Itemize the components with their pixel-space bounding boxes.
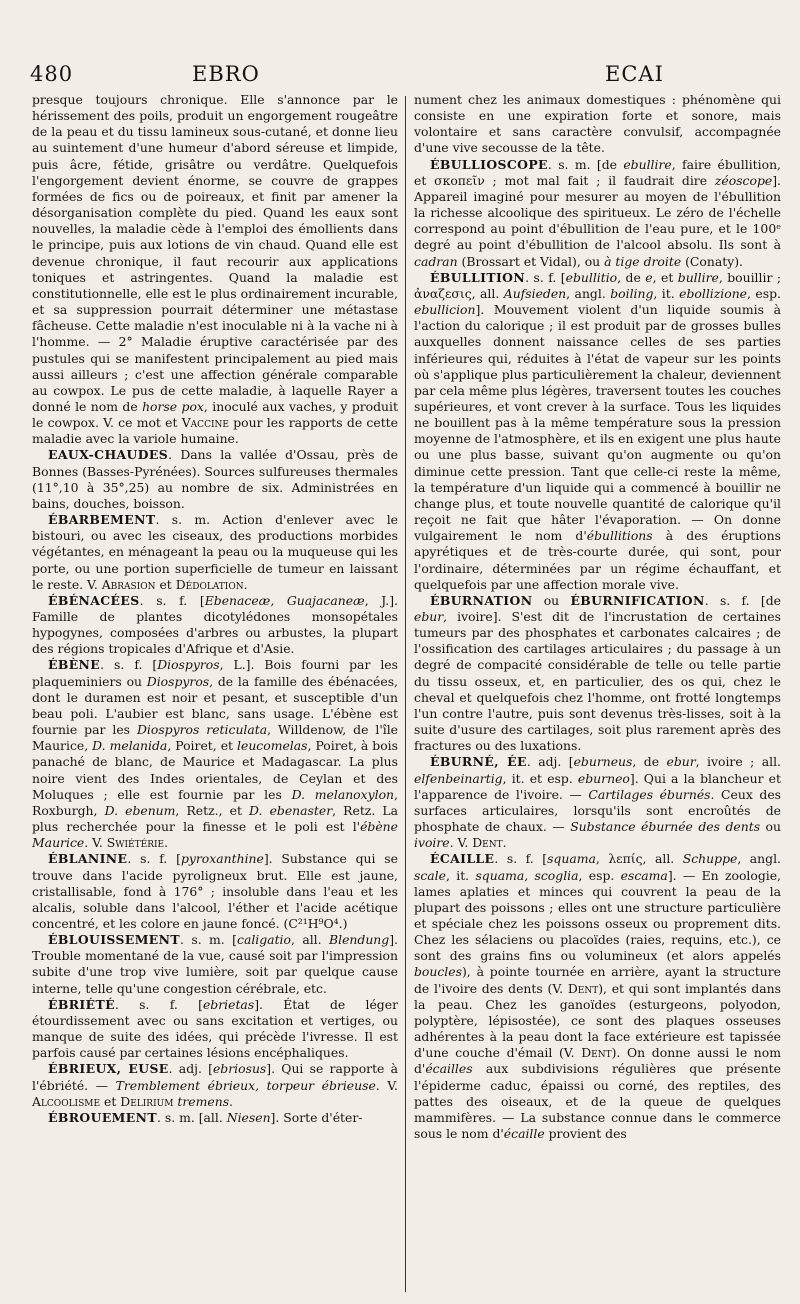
- headword: ÉBROUEMENT: [48, 1109, 157, 1125]
- entry-continuation: presque toujours chronique. Elle s'annonce par le hérissement des poils, produit un engorgement rougeâtre de la peau et du tissu lamineux sous-cutané, et donne lieu au suintement d'une humeur d'abord séreuse et limpide, puis âcre, fétide, grisâtre ou verdâtre. Quelquefois l'engorgement devient énorme, se couvre de grappes formées de fics ou de poireaux, et finit par amener la désorganisation complète du pied. Quand les eaux sont nouvelles, la maladie cède à l'emploi des émollients dans le principe, puis aux lotions de vin chaud. Quand elle est devenue chronique, il faut recourir aux applications toniques et astringentes. Quand la maladie est constitutionnelle, elle est le plus ordinairement incurable, et sa suppression pourrait déterminer une métastase fâcheuse. Cette maladie n'est inoculable ni à la vache ni à l'homme. — 2° Maladie éruptive caractérisée par des pustules qui se manifestent principalement au pied mais aussi ailleurs ; c'est une affection générale comparable au cowpox. Le pus de cette maladie, à laquelle Rayer a donné le nom de horse pox, inoculé aux vaches, y produit le cowpox. V. ce mot et Vaccine pour les rapports de cette maladie avec la variole humaine.: [32, 92, 398, 447]
- entry-ebriete: ÉBRIÉTÉ. s. f. [ebrietas]. État de léger étourdissement avec ou sans excitation et vertiges, ou manque de suite des idées, qui précède l'ivresse. Il est parfois causé par certaines lésions encéphaliques.: [32, 996, 398, 1061]
- entry-ebenacees: ÉBÉNACÉES. s. f. [Ebenaceæ, Guajacaneæ, J.]. Famille de plantes dicotylédones monsopétales hypogynes, composées d'arbres ou arbustes, la plupart des régions tropicales d'Afrique et d'Asie.: [32, 592, 398, 657]
- headword: ÉCAILLE: [430, 851, 495, 867]
- headword: ÉBULLIOSCOPE: [430, 156, 548, 172]
- running-header: [30, 62, 778, 92]
- headword: EAUX-CHAUDES: [48, 447, 169, 463]
- left-column: [32, 92, 398, 1298]
- header-last-entry: ECAI: [605, 62, 664, 86]
- headword: ÉBURNIFICATION: [570, 592, 705, 608]
- entry-ebrouement: ÉBROUEMENT. s. m. [all. Niesen]. Sorte d'éter-: [48, 1109, 363, 1125]
- entry-ebene: ÉBÈNE. s. f. [Diospyros, L.]. Bois fourni par les plaqueminiers ou Diospyros, de la famille des ébénacées, dont le duramen est noir et pesant, et susceptible d'un beau poli. L'aubier est blanc, sans usage. L'ébène est fournie par les Diospyros reticulata, Willdenow, de l'île Maurice, D. melanida, Poiret, et leucomelas, Poiret, à bois panaché de blanc, de Maurice et Madagascar. La plus noire vient des Indes orientales, de Ceylan et des Moluques ; elle est fournie par les D. melanoxylon, Roxburgh, D. ebenum, Retz., et D. ebenaster, Retz. La plus recherchée pour la finesse et le poli est l'ébène Maurice. V. Swiétérie.: [32, 657, 398, 851]
- column-divider: [405, 96, 406, 1292]
- entry-continuation: nument chez les animaux domestiques : phénomène qui consiste en une expiration forte et sonore, mais volontaire et sans caractère convulsif, accompagnée d'une vive secousse de la tête.: [414, 92, 781, 156]
- entry-ebullioscope: ÉBULLIOSCOPE. s. m. [de ebullire, faire ébullition, et σκοπεῖν ; mot mal fait ; il faudrait dire zéoscope]. Appareil imaginé pour mesurer au moyen de l'ébullition la richesse alcoolique des spiritueux. Le zéro de l'échelle correspond au point d'ébullition de l'eau pure, et le 100ᵉ degré au point d'ébullition de l'alcool absolu. Ils sont à cadran (Brossart et Vidal), ou à tige droite (Conaty).: [414, 156, 781, 269]
- headword: ÉBRIEUX, EUSE: [48, 1061, 169, 1077]
- headword: ÉBÉNACÉES: [48, 592, 140, 608]
- headword: ÉBRIÉTÉ: [48, 996, 115, 1012]
- headword: ÉBULLITION: [430, 269, 526, 285]
- entry-eburne: ÉBURNÉ, ÉE. adj. [eburneus, de ebur, ivoire ; all. elfenbeinartig, it. et esp. eburneo]. Qui a la blancheur et l'apparence de l'ivoire. — Cartilages éburnés. Ceux des surfaces articulaires, lorsqu'ils sont encroûtés de phosphate de chaux. — Substance éburnée des dents ou ivoire. V. Dent.: [414, 754, 781, 851]
- headword: ÉBLANINE: [48, 851, 128, 867]
- header-first-entry: EBRO: [192, 62, 260, 86]
- headword: ÉBURNÉ, ÉE: [430, 754, 527, 770]
- entry-ebullition: ÉBULLITION. s. f. [ebullitio, de e, et bullire, bouillir ; ἀναζεσις, all. Aufsieden, angl. boiling, it. ebollizione, esp. ebullicion]. Mouvement violent d'un liquide soumis à l'action du calorique ; il est produit par de grosses bulles auxquelles donnent naissance celles de ses parties inférieures qui, réduites à l'état de vapeur sur les points où s'applique plus particulièrement la chaleur, deviennent par cela même plus légères, traversent toutes les couches supérieures, et vont crever à la surface. Tous les liquides ne bouillent pas à la même température sous la pression moyenne de l'atmosphère, et ils en exigent une plus haute ou une plus basse, suivant qu'on augmente ou qu'on diminue cette pression. Tant que celle-ci reste la même, la température d'un liquide qui a commencé à bouillir ne change plus, et toute nouvelle quantité de calorique qu'il reçoit ne fait que hâter l'évaporation. — On donne vulgairement le nom d'ébullitions à des éruptions apyrétiques et de très-courte durée, qui sont, pour l'ordinaire, déterminées par un régime échauffant, et quelquefois par une affection morale vive.: [414, 269, 781, 592]
- entry-ecaille: ÉCAILLE. s. f. [squama, λεπίς, all. Schuppe, angl. scale, it. squama, scoglia, esp. escama]. — En zoologie, lames aplaties et minces qui couvrent la peau de la plupart des poissons ; elles ont une structure particulière et spéciale chez les poissons osseux ou proprement dits. Chez les sélaciens ou placoïdes (raies, requins, etc.), ce sont des grains fins ou volumineux (et alors appelés boucles), à pointe tournée en arrière, ayant la structure de l'ivoire des dents (V. Dent), et qui sont implantés dans la peau. Chez les ganoïdes (esturgeons, polyodon, polyptère, lépisostée), ce sont des plaques osseuses adhérentes à la peau dont la face extérieure est tapissée d'une couche d'émail (V. Dent). On donne aussi le nom d'écailles aux subdivisions régulières que présente l'épiderme caduc, épaissi ou corné, des reptiles, des pattes des oiseaux, et de la queue de quelques mammifères. — La substance connue dans le commerce sous le nom d'écaille provient des: [414, 851, 781, 1141]
- entry-eblanine: ÉBLANINE. s. f. [pyroxanthine]. Substance qui se trouve dans l'acide pyroligneux brut. Elle est jaune, cristallisable, fond à 176° ; insoluble dans l'eau et les alcalis, soluble dans l'alcool, l'éther et l'acide acétique concentré, et les colore en jaune foncé. (C²¹H⁹O⁴.): [32, 851, 398, 931]
- right-column: [414, 92, 781, 1298]
- entry-eburnation: ÉBURNATION ou ÉBURNIFICATION. s. f. [de ebur, ivoire]. S'est dit de l'incrustation de certaines tumeurs par des phosphates et carbonates calcaires ; de l'ossification des cartilages articulaires ; du passage à un degré de compacité considérable de telle ou telle partie du tissu osseux, et, en particulier, des os qui, chez le cheval et quelquefois chez l'homme, ont frotté longtemps l'un contre l'autre, puis sont devenus très-lisses, soit à la suite d'usure des cartilages, soit plus rarement après des fractures ou des luxations.: [414, 592, 781, 754]
- entry-ebarbement: ÉBARBEMENT. s. m. Action d'enlever avec le bistouri, ou avec les ciseaux, des productions morbides végétantes, en ménageant la peau ou la muqueuse qui les porte, ou une portion superficielle de tumeur en laissant le reste. V. Abrasion et Dédolation.: [32, 512, 398, 592]
- headword: ÉBARBEMENT: [48, 512, 156, 528]
- entry-eaux-chaudes: EAUX-CHAUDES. Dans la vallée d'Ossau, près de Bonnes (Basses-Pyrénées). Sources sulfureuses thermales (11°,10 à 35°,25) au nombre de six. Administrées en bains, douches, boisson.: [32, 447, 398, 511]
- headword: ÉBLOUISSEMENT: [48, 932, 180, 948]
- entry-eblouissement: ÉBLOUISSEMENT. s. m. [caligatio, all. Blendung]. Trouble momentané de la vue, causé soit par l'impression subite d'une trop vive lumière, soit par quelque cause interne, telle qu'une congestion cérébrale, etc.: [32, 932, 398, 996]
- entry-ebrieux: ÉBRIEUX, EUSE. adj. [ebriosus]. Qui se rapporte à l'ébriété. — Tremblement ébrieux, torpeur ébrieuse. V. Alcoolisme et Delirium tremens.: [32, 1061, 398, 1109]
- headword: ÉBURNATION: [430, 592, 533, 608]
- headword: ÉBÈNE: [48, 657, 101, 673]
- page-number: 480: [30, 62, 74, 86]
